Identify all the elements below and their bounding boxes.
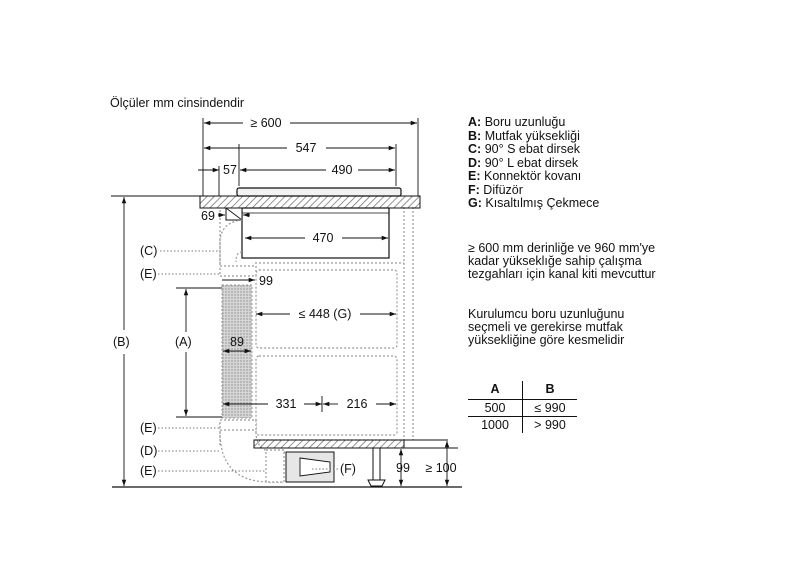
legend-item: B: Mutfak yüksekliği — [468, 128, 580, 143]
callout-c: (C) — [140, 244, 158, 258]
legend-item: A: Boru uzunluğu — [468, 115, 566, 129]
length-height-table — [468, 381, 577, 433]
table-row: 500 ≤ 990 — [468, 400, 577, 417]
dim-216: 216 — [346, 397, 368, 411]
table-header-b: B — [523, 381, 578, 400]
dim-99-bottom: 99 — [396, 461, 410, 475]
legend-item: D: 90° L ebat dirsek — [468, 155, 579, 170]
callout-d: (D) — [140, 444, 158, 458]
table-header-a: A — [468, 381, 523, 400]
legend-item: C: 90° S ebat dirsek — [468, 142, 581, 156]
elbow-c-outline — [220, 220, 242, 265]
connector-sleeve-top — [220, 266, 256, 276]
duct-pipe — [222, 285, 252, 418]
legend — [468, 116, 599, 211]
base-plate — [254, 440, 404, 448]
callout-e-top: (E) — [140, 267, 157, 281]
dim-448: ≤ 448 (G) — [298, 307, 352, 321]
dim-69: 69 — [201, 209, 215, 223]
callout-e-bottom: (E) — [140, 464, 157, 478]
dim-470: 470 — [312, 231, 334, 245]
note-duct-kit: ≥ 600 mm derinliğe ve 960 mm'ye kadar yükseklığe sahip çalışma tezgahları için kanal kiti mevcuttur — [468, 241, 656, 281]
worktop — [200, 196, 420, 208]
table-row: 1000 > 990 — [468, 417, 577, 434]
connector-sleeve-bottom — [220, 420, 256, 430]
dim-490: 490 — [331, 163, 353, 177]
dim-57: 57 — [223, 163, 237, 177]
legend-item: G: Kısaltılmış Çekmece — [468, 196, 600, 210]
dim-600: ≥ 600 — [250, 116, 282, 130]
cabinet-leg — [368, 448, 385, 486]
units-note: Ölçüler mm cinsindendir — [110, 96, 245, 110]
note-installer: Kurulumcu boru uzunluğunu seçmeli ve gerekirse mutfak yüksekliğine göre kesmelidir — [468, 307, 625, 347]
callout-f: (F) — [340, 462, 356, 476]
callout-a: (A) — [175, 335, 192, 349]
cooktop-glass — [237, 188, 401, 196]
dim-89: 89 — [230, 335, 244, 349]
diffuser — [286, 452, 334, 482]
legend-item: F: Difüzör — [468, 182, 523, 197]
dim-331: 331 — [275, 397, 297, 411]
legend-item: E: Konnektör kovanı — [468, 169, 582, 183]
dim-100: ≥ 100 — [425, 461, 457, 475]
callout-b: (B) — [113, 335, 130, 349]
dim-547: 547 — [295, 141, 317, 155]
callout-e-mid: (E) — [140, 421, 157, 435]
connector-sleeve-elbow — [266, 450, 284, 482]
dim-99-top: 99 — [259, 274, 273, 288]
